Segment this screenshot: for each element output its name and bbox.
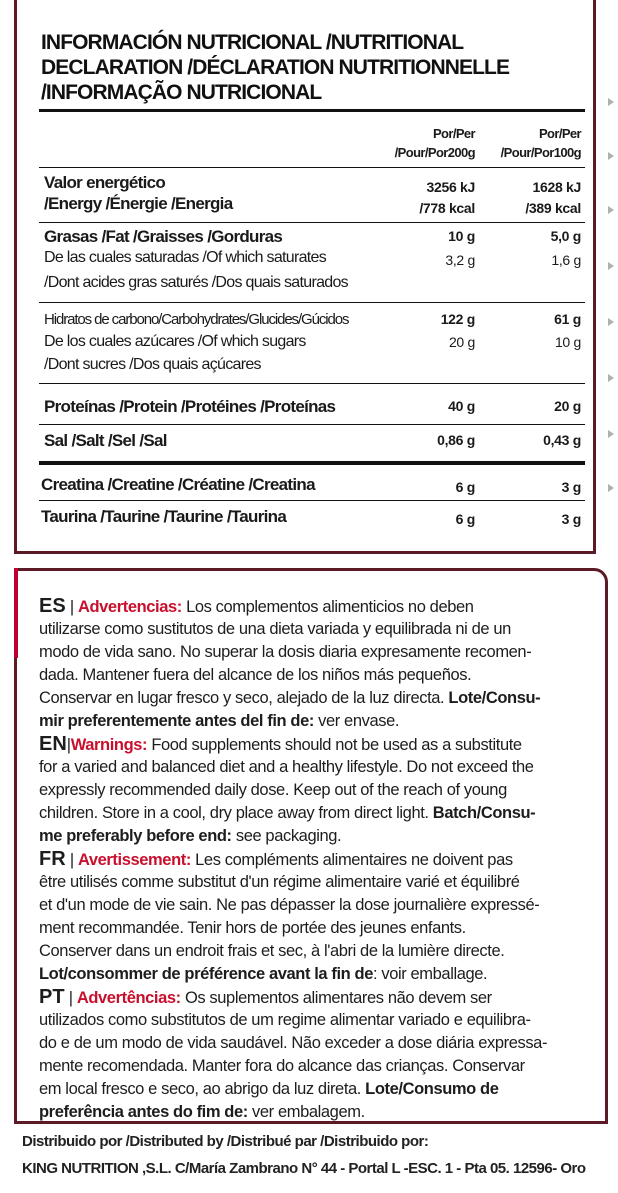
warning-text — [39, 802, 535, 825]
warning-text: utilizados como substitutos de um regime alimentar variado e equilibra- — [39, 1011, 531, 1029]
column-header-200g — [365, 124, 475, 162]
arrow-icon — [608, 98, 614, 106]
lang-code-pt: PT — [39, 986, 65, 1008]
divider — [39, 109, 585, 112]
warning-text — [39, 1078, 499, 1101]
distributor-address: KING NUTRITION ,S.L. C/María Zambrano N° 44 - Portal L -ESC. 1 - Pta 05. 12596- Oro — [22, 1160, 586, 1177]
warning-text: ment recommandée. Tenir hors de portée des jeunes enfants. — [39, 919, 466, 937]
energy-200g-kj: 3256 kJ — [426, 179, 475, 195]
warning-text: Conservar en lugar fresco y seco, alejado de la luz directa. — [39, 689, 449, 707]
column-header-100g — [473, 124, 581, 162]
title-line-3: /INFORMAÇÃO NUTRICIONAL — [41, 81, 322, 104]
warning-text — [39, 963, 487, 986]
separator: | — [65, 598, 78, 616]
sugar-100g: 10 g — [554, 334, 581, 350]
divider — [39, 302, 585, 303]
warning-text: mente recomendada. Manter fora do alcance das crianças. Conservar — [39, 1057, 525, 1075]
taurine-label: Taurina /Taurine /Taurine /Taurina — [41, 507, 287, 526]
fat-100g: 5,0 g — [550, 228, 581, 244]
nutrition-title — [41, 30, 509, 105]
warning-bold-text: me preferably before end: — [39, 827, 232, 845]
carb-200g: 122 g — [440, 311, 475, 327]
warning-text: dada. Mantener fuera del alcance de los niños más pequeños. — [39, 666, 472, 684]
sugar-label-line-1: De los cuales azúcares /Of which sugars — [44, 333, 306, 350]
warning-text: Food supplements should not be used as a substitute — [147, 736, 522, 754]
warning-bold-text: Lot/consommer de préférence avant la fin de — [39, 965, 373, 983]
col-200-line-2: /Pour/Por200g — [394, 145, 475, 160]
lang-code-en: EN — [39, 733, 67, 755]
warning-title-pt: Advertências: — [76, 989, 181, 1007]
lang-code-fr: FR — [39, 848, 66, 870]
warning-text: modo de vida sano. No superar la dosis diaria expresamente recomen- — [39, 643, 532, 661]
divider — [39, 424, 585, 425]
title-line-1: INFORMACIÓN NUTRICIONAL /NUTRITIONAL — [41, 31, 464, 54]
warning-text — [39, 687, 540, 710]
warning-text: Conserver dans un endroit frais et sec, à l'abri de la lumière directe. — [39, 942, 505, 960]
warning-es-line — [39, 595, 474, 619]
energy-100g — [493, 177, 581, 219]
satfat-label-line-1: De las cuales saturadas /Of which saturates — [44, 249, 327, 266]
salt-100g: 0,43 g — [543, 432, 581, 448]
energy-100g-kcal: /389 kcal — [525, 200, 581, 216]
arrow-icon — [608, 206, 614, 214]
warning-bold-text: mir preferentemente antes del fin de: — [39, 712, 314, 730]
separator: | — [65, 851, 78, 869]
energy-100g-kj: 1628 kJ — [532, 179, 581, 195]
warning-text: être utilisés comme substitut d'un régime alimentaire varié et équilibré — [39, 873, 520, 891]
warning-en-line — [39, 733, 522, 757]
warning-text: see packaging. — [231, 827, 342, 845]
title-line-2: DECLARATION /DÉCLARATION NUTRITIONNELLE — [41, 56, 510, 79]
carb-label: Hidratos de carbono/Carbohydrates/Glucides/Gúcidos — [44, 311, 349, 328]
taurine-200g: 6 g — [455, 511, 475, 527]
divider — [39, 167, 585, 168]
divider — [39, 222, 585, 223]
fat-200g: 10 g — [448, 228, 475, 244]
warning-text: Les compléments alimentaires ne doivent pas — [190, 851, 513, 869]
arrow-icon — [608, 152, 614, 160]
arrow-icon — [608, 318, 614, 326]
fat-label: Grasas /Fat /Graisses /Gorduras — [44, 227, 283, 246]
creatine-200g: 6 g — [455, 479, 475, 495]
col-100-line-1: Por/Per — [538, 126, 581, 141]
energy-label-line-1: Valor energético — [44, 173, 166, 192]
warning-text: : voir emballage. — [372, 965, 488, 983]
salt-label: Sal /Salt /Sel /Sal — [44, 431, 167, 450]
divider — [39, 383, 585, 384]
warning-text: do e de um modo de vida saudável. Não exceder a dose diária expressa- — [39, 1034, 548, 1052]
protein-label: Proteínas /Protein /Protéines /Proteínas — [44, 397, 336, 416]
warning-text — [39, 825, 341, 848]
energy-200g — [387, 177, 475, 219]
divider — [39, 500, 585, 501]
arrow-icon — [608, 374, 614, 382]
satfat-200g: 3,2 g — [445, 252, 475, 268]
sugar-label — [44, 331, 306, 375]
warning-bold-text: preferência antes do fim de: — [39, 1103, 248, 1121]
energy-label — [44, 172, 232, 214]
arrow-icon — [608, 262, 614, 270]
col-200-line-1: Por/Per — [432, 126, 475, 141]
warning-text: em local fresco e seco, ao abrigo da luz direta. — [39, 1080, 366, 1098]
warning-text: utilizarse como sustitutos de una dieta variada y equilibrada ni de un — [39, 620, 511, 638]
separator: | — [64, 989, 77, 1007]
arrow-icon — [608, 430, 614, 438]
warning-title-fr: Avertissement: — [77, 851, 191, 869]
sugar-200g: 20 g — [448, 334, 475, 350]
lang-code-es: ES — [39, 595, 66, 617]
sugar-label-line-2: /Dont sucres /Dos quais açúcares — [44, 356, 261, 373]
carb-100g: 61 g — [554, 311, 581, 327]
warning-text: for a varied and balanced diet and a healthy lifestyle. Do not exceed the — [39, 758, 534, 776]
warning-text: et d'un mode de vie sain. Ne pas dépasser la dose journalière expressé- — [39, 896, 540, 914]
warnings-panel — [14, 568, 608, 1124]
warning-fr-line — [39, 848, 513, 872]
distributor-heading: Distribuido por /Distributed by /Distribué par /Distribuido por: — [22, 1133, 429, 1150]
warning-bold-text: Batch/Consu- — [432, 804, 536, 822]
warning-text: Os suplementos alimentares não devem ser — [180, 989, 492, 1007]
separator: | — [66, 736, 71, 754]
creatine-label: Creatina /Creatine /Créatine /Creatina — [41, 475, 315, 494]
energy-label-line-2: /Energy /Énergie /Energia — [44, 194, 233, 213]
protein-200g: 40 g — [448, 398, 475, 414]
salt-200g: 0,86 g — [437, 432, 475, 448]
warning-text: ver envase. — [313, 712, 400, 730]
warning-pt-line — [39, 986, 492, 1010]
warning-text: Los complementos alimenticios no deben — [181, 598, 474, 616]
creatine-100g: 3 g — [561, 479, 581, 495]
arrow-icon — [608, 484, 614, 492]
warning-title-en: Warnings: — [70, 736, 148, 754]
nutrition-table-panel — [14, 0, 596, 554]
col-100-line-2: /Pour/Por100g — [500, 145, 581, 160]
satfat-label-line-2: /Dont acides gras saturés /Dos quais saturados — [44, 274, 348, 291]
warning-bold-text: Lote/Consumo de — [365, 1080, 499, 1098]
warning-text: expressly recommended daily dose. Keep out of the reach of young — [39, 781, 507, 799]
divider — [39, 461, 585, 465]
satfat-label — [44, 247, 348, 293]
satfat-100g: 1,6 g — [551, 252, 581, 268]
protein-100g: 20 g — [554, 398, 581, 414]
warning-title-es: Advertencias: — [77, 598, 182, 616]
warning-text: children. Store in a cool, dry place away from direct light. — [39, 804, 433, 822]
warning-bold-text: Lote/Consu- — [448, 689, 541, 707]
energy-200g-kcal: /778 kcal — [419, 200, 475, 216]
warning-text — [39, 1101, 365, 1124]
taurine-100g: 3 g — [561, 511, 581, 527]
warning-text — [39, 710, 399, 733]
warning-text: ver embalagem. — [247, 1103, 365, 1121]
